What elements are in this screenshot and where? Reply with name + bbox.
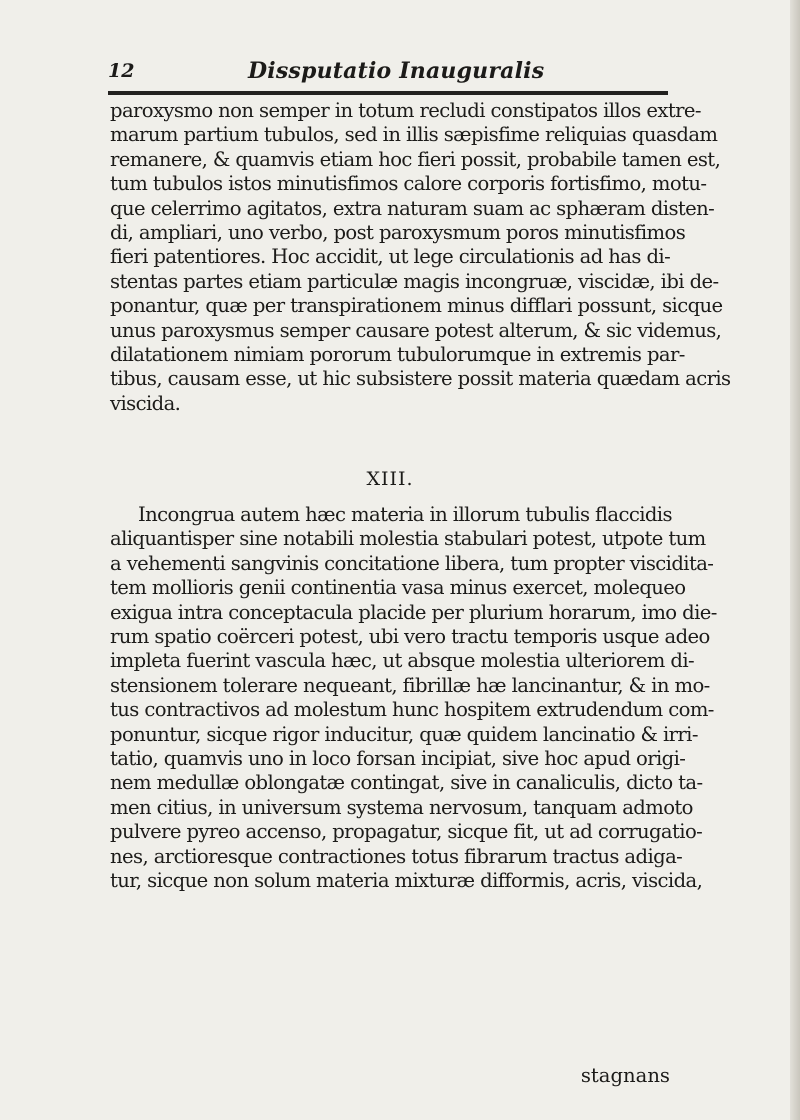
text-line: tem mollioris genii continentia vasa minus exercet, molequeo bbox=[110, 576, 686, 600]
text-line: pulvere pyreo accenso, propagatur, sicque fit, ut ad corrugatio- bbox=[110, 820, 703, 844]
text-line: tum tubulos istos minutisfimos calore corporis fortisfimo, motu- bbox=[110, 172, 707, 196]
text-line: aliquantisper sine notabili molestia stabulari potest, utpote tum bbox=[110, 527, 706, 551]
text-line: ponuntur, sicque rigor inducitur, quæ quidem lancinatio & irri- bbox=[110, 722, 698, 746]
page-number: 12 bbox=[108, 60, 135, 82]
text-line: dilatationem nimiam pororum tubulorumque in extremis par- bbox=[110, 343, 685, 367]
text-line: tibus, causam esse, ut hic subsistere possit materia quædam acris bbox=[110, 367, 731, 391]
text-line: exigua intra conceptacula placide per plurium horarum, imo die- bbox=[110, 600, 717, 624]
text-line: unus paroxysmus semper causare potest alterum, & sic videmus, bbox=[110, 318, 722, 342]
text-line: marum partium tubulos, sed in illis sæpisfime reliquias quasdam bbox=[110, 123, 718, 147]
text-line: tatio, quamvis uno in loco forsan incipiat, sive hoc apud origi- bbox=[110, 747, 686, 771]
text-line: remanere, & quamvis etiam hoc fieri possit, probabile tamen est, bbox=[110, 147, 721, 171]
page-header bbox=[108, 60, 668, 90]
text-line: stentas partes etiam particulæ magis incongruæ, viscidæ, ibi de- bbox=[110, 269, 719, 293]
text-line: nem medullæ oblongatæ contingat, sive in canaliculis, dicto ta- bbox=[110, 771, 703, 795]
text-line: viscida. bbox=[110, 391, 181, 415]
text-line: paroxysmo non semper in totum recludi constipatos illos extre- bbox=[110, 99, 701, 122]
page-edge bbox=[790, 0, 800, 1120]
text-line: que celerrimo agitatos, extra naturam suam ac sphæram disten- bbox=[110, 196, 715, 220]
text-line: di, ampliari, uno verbo, post paroxysmum poros minutisfimos bbox=[110, 221, 686, 245]
text-line: fieri patentiores. Hoc accidit, ut lege circulationis ad has di- bbox=[110, 245, 671, 269]
running-title: Dissputatio Inauguralis bbox=[248, 58, 545, 84]
text-line: nes, arctioresque contractiones totus fibrarum tractus adiga- bbox=[110, 844, 683, 868]
text-line: ponantur, quæ per transpirationem minus difflari possunt, sicque bbox=[110, 294, 723, 318]
paragraph-1 bbox=[110, 99, 731, 416]
header-rule bbox=[108, 91, 668, 95]
catchword: stagnans bbox=[580, 1064, 670, 1087]
text-line: stensionem tolerare nequeant, fibrillæ hæ lancinantur, & in mo- bbox=[110, 673, 710, 697]
text-line: a vehementi sangvinis concitatione libera, tum propter viscidita- bbox=[110, 551, 714, 575]
text-line: tur, sicque non solum materia mixturæ difformis, acris, viscida, bbox=[110, 869, 703, 893]
text-line: tus contractivos ad molestum hunc hospitem extrudendum com- bbox=[110, 698, 714, 722]
paragraph-2 bbox=[110, 503, 717, 894]
text-line: Incongrua autem hæc materia in illorum tubulis flaccidis bbox=[138, 503, 672, 526]
text-line: rum spatio coërceri potest, ubi vero tractu temporis usque adeo bbox=[110, 625, 710, 649]
section-number: XIII. bbox=[366, 468, 414, 490]
text-line: impleta fuerint vascula hæc, ut absque molestia ulteriorem di- bbox=[110, 649, 695, 673]
text-line: men citius, in universum systema nervosum, tanquam admoto bbox=[110, 795, 693, 819]
